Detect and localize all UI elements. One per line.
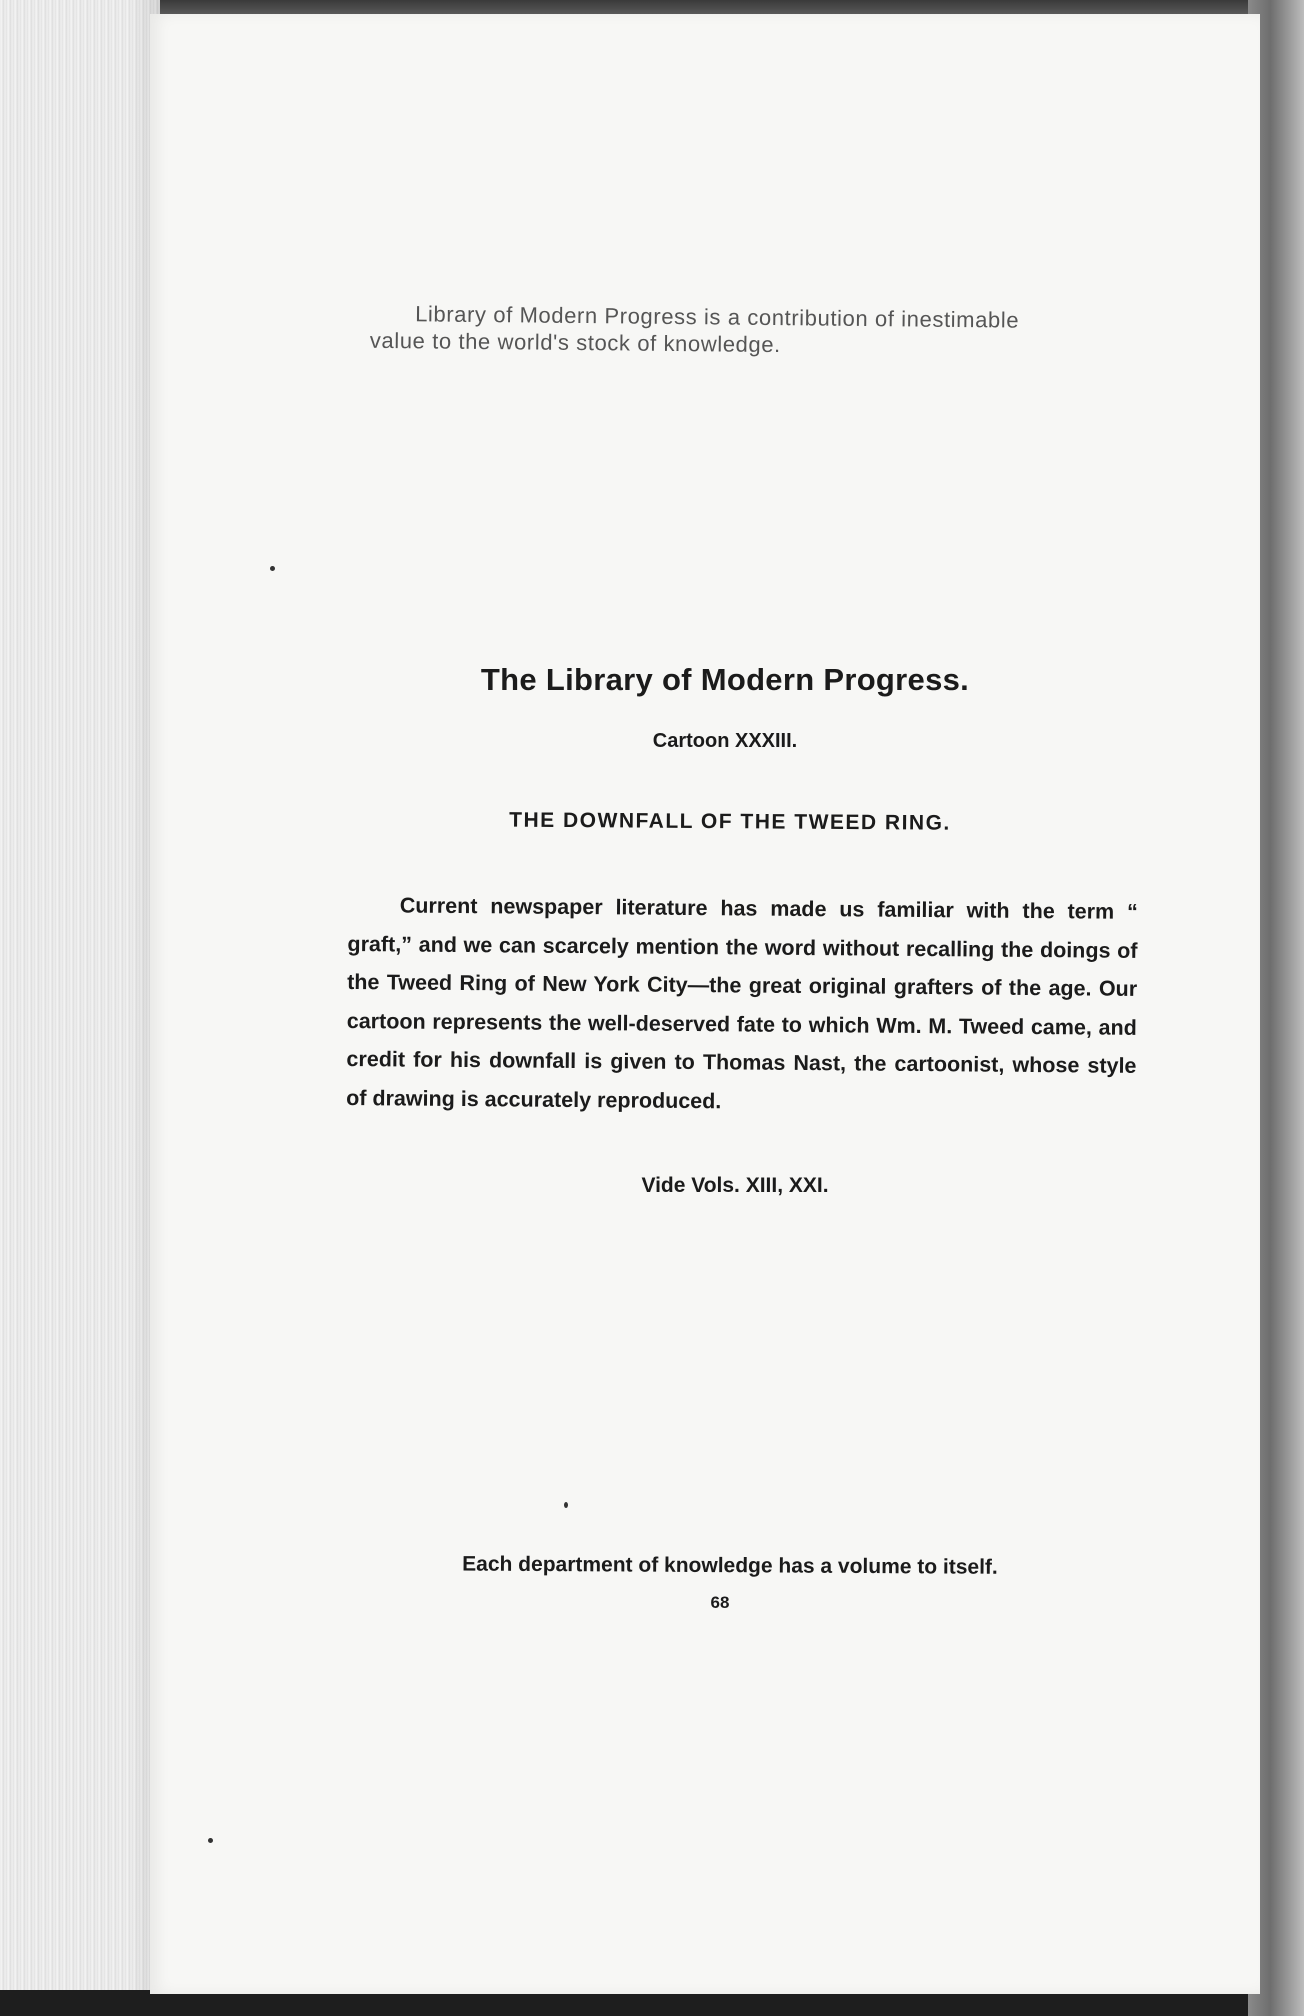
footer-note: Each department of knowledge has a volume to itself. (462, 1552, 998, 1579)
print-speck (270, 566, 275, 571)
cartoon-label: Cartoon XXXIII. (652, 730, 798, 752)
header-note-line-1: Library of Modern Progress is a contribution of inestimable (415, 301, 1020, 333)
body-paragraph: Current newspaper literature has made us familiar with the term “ graft,” and we can scarcely mention the word without recalling the doings of the Tweed Ring of New York City—the great original grafters of the age. Our cartoon represents the well-deserved fate to which Wm. M. Tweed came, and credit for his downfall is given to Thomas Nast, the cartoonist, whose style of drawing is accurately reproduced. (346, 893, 1138, 1113)
book-page (150, 14, 1260, 1994)
page-number: 68 (710, 1593, 730, 1612)
page-title: The Library of Modern Progress. (480, 662, 970, 697)
page-content (150, 14, 1260, 1994)
print-speck (208, 1838, 213, 1843)
volume-reference: Vide Vols. XIII, XXI. (641, 1174, 829, 1197)
cartoon-title: THE DOWNFALL OF THE TWEED RING. (509, 808, 951, 835)
header-note-line-2: value to the world's stock of knowledge. (369, 327, 781, 358)
running-header-note (370, 300, 1171, 362)
print-speck (564, 1502, 568, 1508)
stacked-page-edges (0, 0, 160, 1990)
